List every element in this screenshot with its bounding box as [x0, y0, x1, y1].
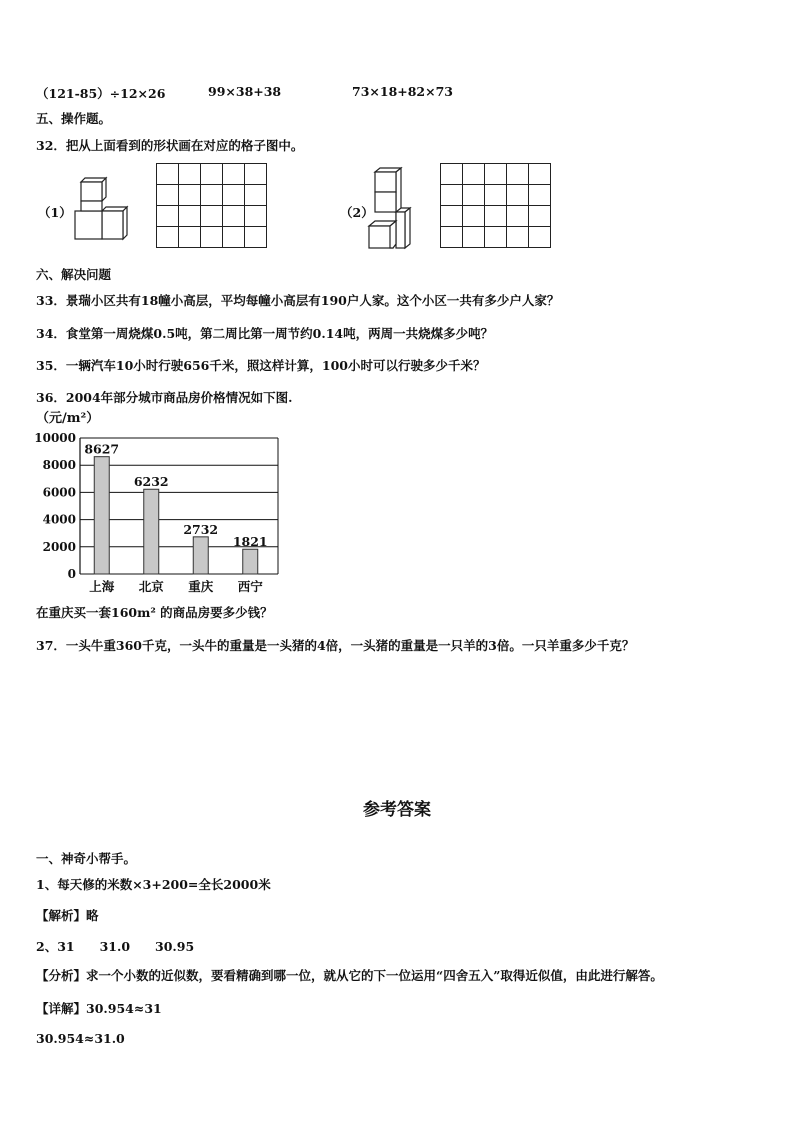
answer-grid-2[interactable] — [440, 163, 551, 248]
question-36: 36．2004年部分城市商品房价格情况如下图. — [36, 390, 293, 405]
calc-expr-1: （121-85）÷12×26 — [36, 86, 166, 101]
question-32: 32．把从上面看到的形状画在对应的格子图中。 — [36, 138, 304, 153]
y-tick-label: 4000 — [42, 512, 76, 527]
figure-2-label: （2） — [340, 205, 374, 220]
question-34: 34．食堂第一周烧煤0.5吨，第二周比第一周节约0.14吨，两周一共烧煤多少吨？ — [36, 326, 494, 341]
category-label: 北京 — [138, 579, 164, 594]
section-5-title: 五、操作题。 — [36, 111, 112, 126]
category-label: 上海 — [89, 579, 115, 594]
cube-figure-1 — [72, 176, 132, 242]
question-36-followup: 在重庆买一套160m² 的商品房要多少钱？ — [36, 605, 273, 620]
category-label: 西宁 — [237, 579, 263, 594]
answer-2-line-2: 30.954≈31.0 — [36, 1031, 125, 1046]
bar-value-label: 2732 — [183, 521, 219, 537]
calc-expr-2: 99×38+38 — [208, 84, 282, 99]
bar-value-label: 1821 — [232, 534, 268, 550]
answer-2: 2、31 31.0 30.95 — [36, 939, 195, 954]
bar-2 — [144, 489, 159, 574]
y-tick-label: 6000 — [42, 485, 76, 500]
calc-expr-3: 73×18+82×73 — [352, 84, 454, 99]
y-tick-label: 8000 — [42, 458, 76, 473]
chart-y-unit-label: （元/m²） — [36, 411, 100, 426]
answer-1: 1、每天修的米数×3+200=全长2000米 — [36, 877, 271, 892]
answer-2-analysis: 【分析】求一个小数的近似数，要看精确到哪一位，就从它的下一位运用“四舍五入”取得近似值，由此进行解答。 — [36, 968, 663, 983]
question-33: 33．景瑞小区共有18幢小高层，平均每幢小高层有190户人家。这个小区一共有多少户人家？ — [36, 293, 560, 308]
y-tick-label: 10000 — [34, 431, 76, 445]
cube-figure-2 — [366, 166, 414, 256]
question-37: 37．一头牛重360千克，一头牛的重量是一头猪的4倍，一头猪的重量是一只羊的3倍。一只羊重多少千克？ — [36, 638, 635, 653]
answer-2-detail: 【详解】30.954≈31 — [36, 1001, 162, 1016]
answer-grid-1[interactable] — [156, 163, 267, 248]
bar-value-label: 6232 — [133, 474, 169, 490]
bar-1 — [94, 457, 109, 574]
answers-section-1: 一、神奇小帮手。 — [36, 851, 137, 866]
y-tick-label: 0 — [67, 567, 76, 581]
price-bar-chart — [30, 404, 300, 600]
bar-value-label: 8627 — [84, 441, 120, 457]
section-6-title: 六、解决问题 — [36, 267, 112, 282]
answer-1-analysis: 【解析】略 — [36, 908, 99, 923]
answers-title: 参考答案 — [363, 800, 431, 820]
bar-3 — [193, 537, 208, 574]
category-label: 重庆 — [188, 579, 214, 594]
question-35: 35．一辆汽车10小时行驶656千米，照这样计算，100小时可以行驶多少千米？ — [36, 358, 486, 373]
figure-1-label: （1） — [38, 205, 72, 220]
y-tick-label: 2000 — [42, 539, 76, 554]
bar-4 — [243, 549, 258, 574]
